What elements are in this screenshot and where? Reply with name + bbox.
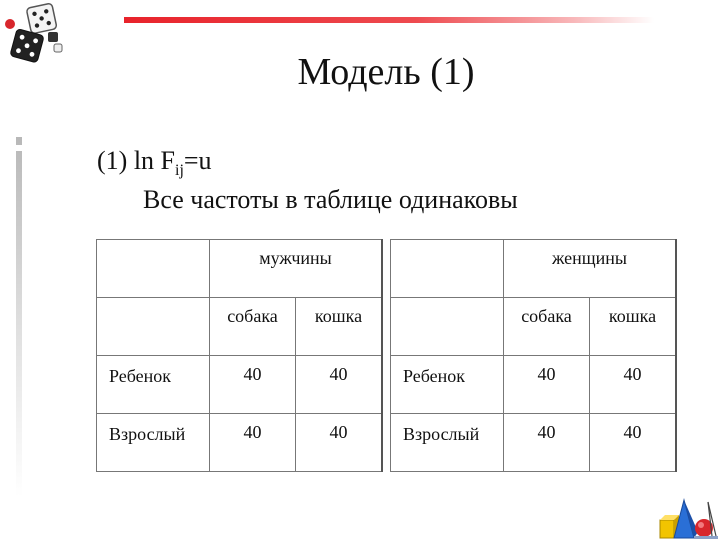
table-column-row <box>391 298 677 356</box>
table-corner-cell <box>391 240 504 298</box>
formula-subscript: ij <box>175 162 184 179</box>
table-row <box>391 414 677 472</box>
accent-side-bar <box>16 137 22 497</box>
table-row <box>391 356 677 414</box>
row-label: Ребенок <box>97 356 210 414</box>
formula-suffix: =u <box>183 146 212 175</box>
table-column-row <box>97 298 383 356</box>
row-label: Взрослый <box>97 414 210 472</box>
table-cell: 40 <box>590 414 677 472</box>
table-cell: 40 <box>590 356 677 414</box>
table-cell: 40 <box>296 414 383 472</box>
row-label: Ребенок <box>391 356 504 414</box>
women-frequency-table <box>390 239 677 472</box>
formula-prefix: (1) ln F <box>97 146 175 175</box>
model-formula <box>97 146 212 180</box>
geometry-decoration-icon <box>654 496 720 540</box>
table-corner-cell <box>97 240 210 298</box>
table-cell: 40 <box>504 356 590 414</box>
slide-title: Модель (1) <box>297 51 475 93</box>
group-header-men: мужчины <box>210 240 383 298</box>
men-frequency-table <box>96 239 383 472</box>
table-cell: 40 <box>210 414 296 472</box>
table-empty-cell <box>97 298 210 356</box>
table-row <box>97 356 383 414</box>
slide-subtitle: Все частоты в таблице одинаковы <box>143 185 518 214</box>
accent-top-bar <box>124 17 654 23</box>
table-empty-cell <box>391 298 504 356</box>
table-header-row <box>97 240 383 298</box>
table-cell: 40 <box>504 414 590 472</box>
column-header: собака <box>210 298 296 356</box>
table-cell: 40 <box>210 356 296 414</box>
column-header: кошка <box>296 298 383 356</box>
row-label: Взрослый <box>391 414 504 472</box>
column-header: кошка <box>590 298 677 356</box>
table-row <box>97 414 383 472</box>
table-header-row <box>391 240 677 298</box>
table-cell: 40 <box>296 356 383 414</box>
column-header: собака <box>504 298 590 356</box>
group-header-women: женщины <box>504 240 677 298</box>
